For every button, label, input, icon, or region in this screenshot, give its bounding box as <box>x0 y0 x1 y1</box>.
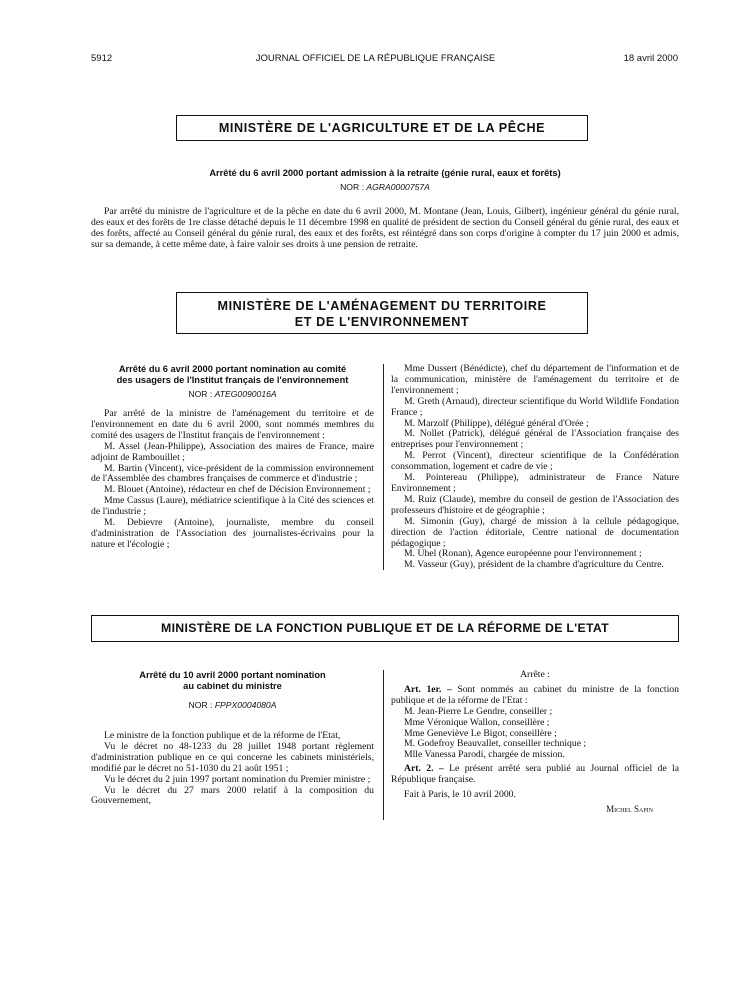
arrete-heading: Arrête : <box>520 669 550 680</box>
article-1-label: Art. 1er. – <box>404 683 452 695</box>
appointee: Mme Geneviève Le Bigot, conseillère ; <box>404 727 557 739</box>
nor-code: AGRA0000757A <box>366 182 430 192</box>
ministry-title-line2: ET DE L'ENVIRONNEMENT <box>294 315 470 329</box>
right-column <box>391 670 679 814</box>
decree-title-line1: Arrêté du 6 avril 2000 portant nomination au comité <box>118 364 347 374</box>
appointee: Mme Véronique Wallon, conseillère ; <box>404 716 550 728</box>
article-1 <box>391 685 679 707</box>
decree-title: Arrêté du 6 avril 2000 portant admission à la retraite (génie rural, eaux et forêts) <box>209 168 561 178</box>
appointee: M. Jean-Pierre Le Gendre, conseiller ; <box>404 705 553 717</box>
left-column <box>91 731 374 807</box>
decree-body: Par arrêté du ministre de l'agriculture et de la pêche en date du 6 avril 2000, M. Montane (Jean, Louis, Gilbert), ingénieur général du génie rural, des eaux et des forêts de 1re classe détaché depuis le 11 décembre 1998 en qualité de président de section du Conseil général du génie rural, des eaux et des forêts, affecté au Conseil général du génie rural, des eaux et des forêts, est réintégré dans son corps d'origine à compter du 17 juin 2000 et admis, sur sa demande, à cette même date, à faire valoir ses droits à une pension de retraite. <box>91 206 679 250</box>
member-entry: M. Blouet (Antoine), rédacteur en chef de Décision Environnement ; <box>104 484 371 496</box>
nor-label: NOR : <box>188 389 213 399</box>
nor-label: NOR : <box>340 182 364 192</box>
paragraph: Par arrêté de la ministre de l'aménagement du territoire et de l'environnement en date du 6 avril 2000, sont nommés membres du comité des usagers de l'Institut français de l'environnement : <box>91 408 374 441</box>
closing-line: Fait à Paris, le 10 avril 2000. <box>404 789 516 801</box>
member-entry: M. Vasseur (Guy), président de la chambre d'agriculture du Centre. <box>404 559 664 571</box>
decree-title <box>91 670 374 692</box>
left-column <box>91 409 374 551</box>
visa: Vu le décret du 27 mars 2000 relatif à la composition du Gouvernement, <box>91 784 374 807</box>
appointee: M. Godefroy Beauvallet, conseiller technique ; <box>404 738 587 750</box>
member-entry: M. Bartin (Vincent), vice-président de la commission environnement de l'Assemblée des chambres françaises de commerce et d'industrie ; <box>91 462 374 485</box>
column-divider <box>383 364 384 570</box>
member-entry: Mme Dussert (Bénédicte), chef du département de l'information et de la communication, ministère de l'aménagement du territoire et de l'environnement ; <box>391 363 679 396</box>
ministry-title-line1: MINISTÈRE DE L'AMÉNAGEMENT DU TERRITOIRE <box>217 299 547 313</box>
journal-title: JOURNAL OFFICIEL DE LA RÉPUBLIQUE FRANÇAISE <box>255 53 496 64</box>
member-entry: M. Greth (Arnaud), directeur scientifique du World Wildlife Fondation France ; <box>391 395 679 418</box>
article-2 <box>391 764 679 786</box>
member-entry: M. Nollet (Patrick), délégué général de l'Association française des entreprises pour l'environnement ; <box>391 428 679 451</box>
member-entry: Mme Cassus (Laure), médiatrice scientifique à la Cité des sciences et de l'industrie ; <box>91 495 374 518</box>
member-entry: M. Assel (Jean-Philippe), Association des maires de France, maire adjoint de Rambouillet ; <box>91 440 374 463</box>
preamble: Le ministre de la fonction publique et de la réforme de l'Etat, <box>104 730 341 741</box>
ministry-box-environment <box>176 292 588 334</box>
member-entry: M. Perrot (Vincent), directeur scientifique de la Confédération consommation, logement et cadre de vie ; <box>391 450 679 473</box>
member-entry: M. Marzolf (Philippe), délégué général d'Orée ; <box>404 417 589 429</box>
nor-reference <box>91 700 374 710</box>
nor-label: NOR : <box>188 700 213 710</box>
member-entry: M. Ruiz (Claude), membre du conseil de gestion de l'Association des professeurs d'histoire et de géographie ; <box>391 493 679 516</box>
publication-date: 18 avril 2000 <box>623 53 678 64</box>
ministry-box-agriculture <box>176 115 588 141</box>
decree-title-line2: au cabinet du ministre <box>183 681 282 691</box>
article-2-label: Art. 2. – <box>404 763 444 775</box>
ministry-box-fonction-publique <box>91 615 679 642</box>
right-column <box>391 364 679 571</box>
signature: Michel Sapin <box>606 803 653 814</box>
nor-reference <box>91 389 374 399</box>
member-entry: M. Pointereau (Philippe), administrateur de France Nature Environnement ; <box>391 472 679 494</box>
decree-title-line1: Arrêté du 10 avril 2000 portant nomination <box>139 670 326 680</box>
page-number: 5912 <box>91 53 113 64</box>
nor-code: FPPX0004080A <box>214 700 277 710</box>
ministry-title: MINISTÈRE DE L'AGRICULTURE ET DE LA PÊCHE <box>218 121 546 135</box>
nor-code: ATEG0090016A <box>214 389 277 399</box>
member-entry: M. Uhel (Ronan), Agence européenne pour l'environnement ; <box>404 548 642 560</box>
decree-title <box>91 364 374 386</box>
decree-title-line2: des usagers de l'Institut français de l'environnement <box>116 375 349 385</box>
member-entry: M. Debievre (Antoine), journaliste, membre du conseil d'administration de l'Association des journalistes-écrivains pour la nature et l'écologie ; <box>91 517 374 550</box>
visa: Vu le décret no 48-1233 du 28 juillet 1948 portant règlement d'administration publique en ce qui concerne les cabinets ministériels, modifié par le décret no 51-1030 du 21 août 1951 ; <box>91 740 374 774</box>
visa: Vu le décret du 2 juin 1997 portant nomination du Premier ministre ; <box>104 773 371 785</box>
article-2-text: Le présent arrêté sera publié au Journal officiel de la République française. <box>391 763 679 786</box>
nor-reference <box>91 182 679 192</box>
column-divider <box>383 670 384 820</box>
ministry-title: MINISTÈRE DE LA FONCTION PUBLIQUE ET DE LA RÉFORME DE L'ETAT <box>161 621 609 635</box>
member-entry: M. Simonin (Guy), chargé de mission à la cellule pédagogique, direction de l'action éditoriale, Centre national de documentation pédagogique ; <box>391 515 679 549</box>
appointee: Mlle Vanessa Parodi, chargée de mission. <box>404 749 565 761</box>
article-1-text: Sont nommés au cabinet du ministre de la fonction publique et de la réforme de l'Etat : <box>391 683 679 706</box>
